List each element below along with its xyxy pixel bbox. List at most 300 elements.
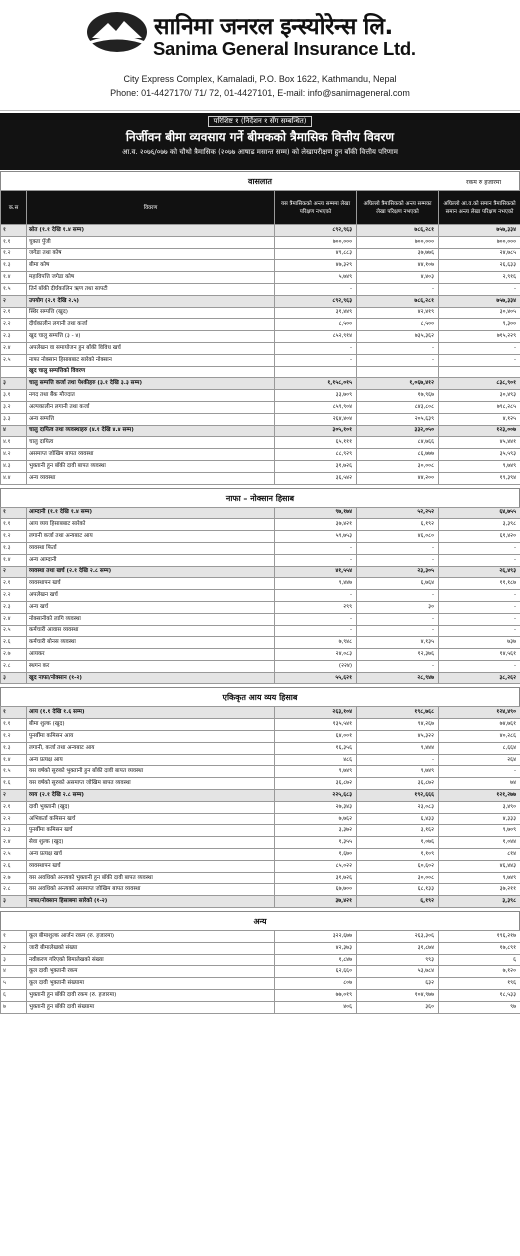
row-label: अभिकर्ता कमिसन खर्च [27, 813, 275, 825]
value-previous-quarter: ६०,६०२ [357, 860, 439, 872]
row-number: ५ [1, 978, 27, 990]
row-number: २.२ [1, 813, 27, 825]
row-number: २.४ [1, 837, 27, 849]
balance-sheet-heading [0, 171, 520, 190]
row-label: अन्य सम्पत्ति [27, 413, 275, 425]
report-subtitle: आ.व. २०७६/०७७ को चौथो त्रैमासिक (२०७७ आषाढ मसान्त सम्म) को लेखापरीक्षण हुन बाँकी वित्तीय परिणाम [122, 148, 398, 156]
value-current-quarter: १,१५८,०१५ [275, 378, 357, 390]
value-last-year-quarter: ७१५,२२९ [439, 331, 520, 343]
row-number: २.६ [1, 860, 27, 872]
table-row [1, 896, 520, 908]
value-last-year-quarter: ९,३०० [439, 319, 520, 331]
row-number: २.८ [1, 884, 27, 896]
value-previous-quarter: १२,३७६ [357, 649, 439, 661]
value-current-quarter: १,६७० [275, 849, 357, 861]
row-number: १.३ [1, 542, 27, 554]
row-number: १.४ [1, 272, 27, 284]
value-current-quarter: ३०५,१०१ [275, 425, 357, 437]
row-label: स्थगन कर [27, 660, 275, 672]
row-number: ४ [1, 966, 27, 978]
value-previous-quarter: ९४,२६७ [357, 719, 439, 731]
value-previous-quarter: ४४,२०० [357, 472, 439, 484]
row-label: आय व्यय हिसाबबाट सारेको [27, 519, 275, 531]
value-last-year-quarter: ७४,७६१ [439, 719, 520, 731]
table-row [1, 731, 520, 743]
value-current-quarter: ७,९४८ [275, 637, 357, 649]
value-previous-quarter: - [357, 625, 439, 637]
row-label: नवीकरण गरिएको बिमालेखको संख्या [27, 954, 275, 966]
value-last-year-quarter: २४,७८५ [439, 248, 520, 260]
col-current-quarter: यस त्रैमासिकको अन्त्य सम्ममा लेखा परिक्षण नभएको [275, 191, 357, 225]
row-number: १ [1, 225, 27, 237]
value-last-year-quarter: १९६ [439, 978, 520, 990]
value-previous-quarter: ६८,१३३ [357, 884, 439, 896]
value-current-quarter: ८५,०२२ [275, 860, 357, 872]
value-current-quarter: ४०६ [275, 1001, 357, 1013]
row-number: २.१ [1, 801, 27, 813]
other-heading [0, 911, 520, 930]
row-number [1, 366, 27, 378]
company-name-english: Sanima General Insurance Ltd. [153, 38, 416, 59]
value-current-quarter: २६४,४०४ [275, 413, 357, 425]
value-last-year-quarter: २६,६३३ [439, 260, 520, 272]
value-previous-quarter: ४,४०३ [357, 272, 439, 284]
row-number: ३ [1, 378, 27, 390]
row-number: ४.३ [1, 460, 27, 472]
table-row [1, 790, 520, 802]
row-label: नगद तथा बैंक मौज्दात [27, 390, 275, 402]
value-previous-quarter: ७००,००० [357, 236, 439, 248]
row-label: बीमा कोष [27, 260, 275, 272]
profit-loss-table [0, 507, 520, 685]
value-last-year-quarter: - [439, 601, 520, 613]
value-last-year-quarter: ८,६६४ [439, 742, 520, 754]
table-row [1, 437, 520, 449]
row-label: भुक्तानी हुन बाँकी दावी संख्यामा [27, 1001, 275, 1013]
value-last-year-quarter: ९७ [439, 1001, 520, 1013]
value-current-quarter: ७००,००० [275, 236, 357, 248]
row-label: यस वर्षको सुरुको भुक्तानी हुन बाँकी दावी बापत व्यवस्था [27, 766, 275, 778]
row-number: १.३ [1, 742, 27, 754]
value-last-year-quarter: ७,१२० [439, 966, 520, 978]
value-previous-quarter: - [357, 613, 439, 625]
value-previous-quarter: २८,९४७ [357, 672, 439, 684]
value-last-year-quarter: १२३,००७ [439, 425, 520, 437]
row-label: नोक्सानीको लागि व्यवस्था [27, 613, 275, 625]
row-number: १.१ [1, 236, 27, 248]
row-number: १.५ [1, 283, 27, 295]
value-last-year-quarter: १८,५३३ [439, 990, 520, 1002]
row-label: पुनर्बीमा कमिसन आय [27, 731, 275, 743]
row-label: नाफा/नोक्सान हिसाबमा सारेको (१-२) [27, 896, 275, 908]
value-last-year-quarter: ७४ [439, 778, 520, 790]
table-row [1, 884, 520, 896]
row-label: पुनर्बीमा कमिसन खर्च [27, 825, 275, 837]
value-last-year-quarter: ३,४९० [439, 801, 520, 813]
value-previous-quarter: - [357, 342, 439, 354]
row-number: २.४ [1, 342, 27, 354]
row-number: ३ [1, 954, 27, 966]
row-number: १ [1, 931, 27, 943]
value-last-year-quarter: २६,४९३ [439, 566, 520, 578]
value-last-year-quarter: ४०,२८६ [439, 731, 520, 743]
value-previous-quarter: ८,५०० [357, 319, 439, 331]
table-row [1, 754, 520, 766]
value-last-year-quarter: १४,५६१ [439, 649, 520, 661]
table-row [1, 295, 520, 307]
row-number: २ [1, 790, 27, 802]
value-current-quarter: २४,०८३ [275, 649, 357, 661]
row-number: २.६ [1, 637, 27, 649]
row-number: १.५ [1, 766, 27, 778]
value-last-year-quarter: ६ [439, 954, 520, 966]
value-previous-quarter: ६,४३३ [357, 813, 439, 825]
value-current-quarter: - [275, 542, 357, 554]
table-row [1, 954, 520, 966]
row-label: व्यवस्था तथा खर्च (२.१ देखि २.८ सम्म) [27, 566, 275, 578]
table-row [1, 660, 520, 672]
col-serial: क.स [1, 191, 27, 225]
row-number: २.१ [1, 307, 27, 319]
row-label: भुक्तानी हुन बाँकी दावी बापत व्यवस्था [27, 460, 275, 472]
title-band [0, 113, 520, 170]
table-row [1, 801, 520, 813]
value-previous-quarter: २०५,६३९ [357, 413, 439, 425]
value-current-quarter: - [275, 283, 357, 295]
table-row [1, 283, 520, 295]
value-previous-quarter: ५२,२५२ [357, 507, 439, 519]
row-number: ६ [1, 990, 27, 1002]
table-row [1, 460, 520, 472]
value-current-quarter: ६५,१११ [275, 437, 357, 449]
table-row [1, 319, 520, 331]
value-previous-quarter [357, 366, 439, 378]
row-label: अन्य प्रत्यक्ष खर्च [27, 849, 275, 861]
table-row [1, 849, 520, 861]
value-last-year-quarter: - [439, 660, 520, 672]
table-row [1, 260, 520, 272]
income-expense-table [0, 706, 520, 908]
row-label: यस वर्षको सुरुको असमाप्त जोखिम बापत व्यवस्था [27, 778, 275, 790]
annex-label: परिशिष्ट १ (निर्देशन १ सँग सम्बन्धित) [208, 116, 313, 127]
value-previous-quarter: ४२,४१९ [357, 307, 439, 319]
row-number: २.३ [1, 331, 27, 343]
row-number: १.२ [1, 248, 27, 260]
table-row [1, 225, 520, 237]
table-row [1, 719, 520, 731]
value-previous-quarter: १,०७६ [357, 837, 439, 849]
value-previous-quarter: ९९३ [357, 954, 439, 966]
row-number: २.७ [1, 649, 27, 661]
value-last-year-quarter: ११,१८७ [439, 578, 520, 590]
row-number: २ [1, 566, 27, 578]
table-row [1, 519, 520, 531]
table-row [1, 1001, 520, 1013]
value-current-quarter: - [275, 554, 357, 566]
value-previous-quarter: - [357, 542, 439, 554]
row-label: भुक्तानी हुन बाँकी दावी रकम (रु. हजारमा) [27, 990, 275, 1002]
table-row [1, 307, 520, 319]
table-row [1, 413, 520, 425]
value-last-year-quarter: ७३७ [439, 637, 520, 649]
value-current-quarter: ४१,५५४ [275, 566, 357, 578]
row-label: चालु दायित्व तथा व्यवस्थाहरु (४.१ देखि ४.४ सम्म) [27, 425, 275, 437]
row-label: बीमा शुल्क (खुद) [27, 719, 275, 731]
balance-sheet-title: वासलात [248, 177, 272, 186]
value-last-year-quarter [439, 366, 520, 378]
value-last-year-quarter: - [439, 542, 520, 554]
table-row [1, 978, 520, 990]
table-row [1, 449, 520, 461]
row-label: खुद नाफा/नोक्सान (१-२) [27, 672, 275, 684]
value-last-year-quarter: ६१,४२० [439, 531, 520, 543]
row-label: चुक्ता पुँजी [27, 236, 275, 248]
value-previous-quarter: - [357, 660, 439, 672]
row-label: लगानी कर्जा तथा अन्यबाट आय [27, 531, 275, 543]
value-last-year-quarter: - [439, 354, 520, 366]
row-number: १ [1, 707, 27, 719]
col-description: विवरण [27, 191, 275, 225]
row-label: यस अवधिको अन्त्यको असमाप्त जोखिम बापत व्यवस्था [27, 884, 275, 896]
value-last-year-quarter: ८१४ [439, 849, 520, 861]
table-row [1, 601, 520, 613]
value-last-year-quarter: ४५,४४१ [439, 437, 520, 449]
value-last-year-quarter: ९,७०९ [439, 825, 520, 837]
row-label: स्रोत (१.१ देखि १.४ सम्म) [27, 225, 275, 237]
value-last-year-quarter: ३७,२११ [439, 884, 520, 896]
value-previous-quarter: ४,१३५ [357, 637, 439, 649]
value-last-year-quarter: ३०,४९३ [439, 390, 520, 402]
table-row [1, 531, 520, 543]
value-last-year-quarter: ७५७,३३४ [439, 225, 520, 237]
row-label: असमाप्त जोखिम बापत व्यवस्था [27, 449, 275, 461]
row-number: १.१ [1, 719, 27, 731]
table-row [1, 578, 520, 590]
value-last-year-quarter: १७,८९१ [439, 942, 520, 954]
value-previous-quarter: ४४,१०७ [357, 260, 439, 272]
value-previous-quarter: ३०,००८ [357, 872, 439, 884]
value-current-quarter: २९९ [275, 601, 357, 613]
row-label: तिर्न बाँकी दीर्घकालिन ऋण तथा सापटी [27, 283, 275, 295]
value-current-quarter: ८,५०० [275, 319, 357, 331]
table-row [1, 813, 520, 825]
amount-unit: रकम रु हजारमा [466, 179, 501, 186]
table-row [1, 425, 520, 437]
row-label: उपयोग (२.१ देखि २.५) [27, 295, 275, 307]
row-number: १.४ [1, 554, 27, 566]
table-row [1, 507, 520, 519]
value-previous-quarter: ३० [357, 601, 439, 613]
value-previous-quarter: ६,१९२ [357, 896, 439, 908]
value-last-year-quarter: ९,७४९ [439, 872, 520, 884]
value-previous-quarter: - [357, 590, 439, 602]
row-number: २.५ [1, 849, 27, 861]
value-last-year-quarter: २६४ [439, 754, 520, 766]
value-last-year-quarter: १९,३९४ [439, 472, 520, 484]
value-current-quarter: ३७,४२१ [275, 519, 357, 531]
row-number: २ [1, 295, 27, 307]
value-last-year-quarter: - [439, 554, 520, 566]
table-row [1, 542, 520, 554]
row-number: २.८ [1, 660, 27, 672]
row-number: ४ [1, 425, 27, 437]
row-label: अन्य व्यवस्था [27, 472, 275, 484]
value-current-quarter: ४८६ [275, 754, 357, 766]
value-previous-quarter: ९,४४४ [357, 742, 439, 754]
row-number: १.१ [1, 519, 27, 531]
row-label: लगानी, कर्जा तथा अन्यबाट आय [27, 742, 275, 754]
row-label: आयकर [27, 649, 275, 661]
table-row [1, 860, 520, 872]
value-current-quarter: १,३५५ [275, 837, 357, 849]
company-contact: Phone: 01-4427170/ 71/ 72, 01-4427101, E-mail: info@sanimageneral.com [110, 88, 410, 98]
value-previous-quarter: ५३,७८४ [357, 966, 439, 978]
row-label: चालु सम्पत्ति कर्जा तथा पेश्कीहरु (३.१ देखि ३.३ सम्म) [27, 378, 275, 390]
value-last-year-quarter: ३०,४०५ [439, 307, 520, 319]
value-last-year-quarter: - [439, 283, 520, 295]
value-previous-quarter: ३६,८७२ [357, 778, 439, 790]
value-previous-quarter: ३३२,०५० [357, 425, 439, 437]
value-current-quarter: ३६,५४२ [275, 472, 357, 484]
value-current-quarter: ८५२,९१४ [275, 331, 357, 343]
value-current-quarter: ३३,७०९ [275, 390, 357, 402]
table-row [1, 649, 520, 661]
value-last-year-quarter: ४६,४४३ [439, 860, 520, 872]
value-current-quarter: - [275, 342, 357, 354]
value-current-quarter: ३,३७२ [275, 825, 357, 837]
row-number: २.२ [1, 319, 27, 331]
row-label: आम्दानी (१.१ देखि १.४ सम्म) [27, 507, 275, 519]
value-current-quarter: ४९,८८३ [275, 248, 357, 260]
value-current-quarter: ८८,९२९ [275, 449, 357, 461]
value-current-quarter: ९,४४७ [275, 578, 357, 590]
row-number: १.६ [1, 778, 27, 790]
row-number: ३ [1, 672, 27, 684]
table-row [1, 766, 520, 778]
value-last-year-quarter: ३,३९८ [439, 519, 520, 531]
row-label: व्यवस्थापन खर्च [27, 578, 275, 590]
value-previous-quarter: ९,७४९ [357, 766, 439, 778]
row-label: नाफा नोक्सान हिसाबबाट सारेको नोक्सान [27, 354, 275, 366]
table-row [1, 778, 520, 790]
value-last-year-quarter: १,०४४ [439, 837, 520, 849]
value-current-quarter: १,८४७ [275, 954, 357, 966]
table-row [1, 566, 520, 578]
value-last-year-quarter: - [439, 766, 520, 778]
value-current-quarter: २२५,६८३ [275, 790, 357, 802]
row-label: अन्य प्रत्यक्ष आय [27, 754, 275, 766]
value-current-quarter: ४७,३२९ [275, 260, 357, 272]
row-label: अल्पकालीन लगानी तथा कर्जा [27, 401, 275, 413]
value-current-quarter: ८०७ [275, 978, 357, 990]
value-last-year-quarter: ९,७४९ [439, 460, 520, 472]
row-number: १ [1, 507, 27, 519]
value-current-quarter: (२२४) [275, 660, 357, 672]
row-label: व्यवस्था फिर्ता [27, 542, 275, 554]
value-previous-quarter: ३१,८७४ [357, 942, 439, 954]
value-previous-quarter: ७८६,२८१ [357, 225, 439, 237]
table-row [1, 931, 520, 943]
value-last-year-quarter: १९६,२१७ [439, 931, 520, 943]
value-current-quarter: ५,७४९ [275, 272, 357, 284]
value-last-year-quarter: ३८,२६२ [439, 672, 520, 684]
row-label: महाविपत्ति जगेडा कोष [27, 272, 275, 284]
value-current-quarter: ३७,४२१ [275, 896, 357, 908]
value-last-year-quarter: - [439, 613, 520, 625]
value-previous-quarter: ६,७६४ [357, 578, 439, 590]
value-previous-quarter: - [357, 354, 439, 366]
row-label: कूल दावी भुक्तानी संख्यामा [27, 978, 275, 990]
row-number: १.४ [1, 754, 27, 766]
table-row [1, 942, 520, 954]
company-logo-icon [86, 11, 148, 53]
value-current-quarter: - [275, 590, 357, 602]
value-previous-quarter: ८६,७७७ [357, 449, 439, 461]
table-row [1, 837, 520, 849]
value-previous-quarter: ७८६,२८१ [357, 295, 439, 307]
table-row [1, 742, 520, 754]
value-last-year-quarter: ८३८,९०१ [439, 378, 520, 390]
value-current-quarter: ६७,७०० [275, 884, 357, 896]
table-row [1, 236, 520, 248]
value-previous-quarter: ३६० [357, 1001, 439, 1013]
value-last-year-quarter: ७९८,२८५ [439, 401, 520, 413]
value-last-year-quarter: - [439, 342, 520, 354]
row-label: अन्य खर्च [27, 601, 275, 613]
company-address: City Express Complex, Kamaladi, P.O. Box 1622, Kathmandu, Nepal [123, 74, 397, 84]
value-last-year-quarter: - [439, 590, 520, 602]
table-row [1, 342, 520, 354]
row-number: १.२ [1, 731, 27, 743]
value-previous-quarter: ४६,०८० [357, 531, 439, 543]
row-label: व्यवस्थापन खर्च [27, 860, 275, 872]
value-previous-quarter: - [357, 283, 439, 295]
value-last-year-quarter: ४,१२५ [439, 413, 520, 425]
row-number: ७ [1, 1001, 27, 1013]
row-label: कूल दावी भुक्तानी रकम [27, 966, 275, 978]
row-label: जारी बीमालेखको संख्या [27, 942, 275, 954]
profit-loss-title: नाफा – नोक्सान हिसाब [225, 493, 295, 503]
value-current-quarter: ८९२,९६३ [275, 225, 357, 237]
value-previous-quarter: - [357, 754, 439, 766]
value-last-year-quarter: २,९१६ [439, 272, 520, 284]
value-previous-quarter: ७३५,३६२ [357, 331, 439, 343]
row-label: खुद चालु सम्पत्ति (३ - ४) [27, 331, 275, 343]
value-previous-quarter: १,०६७,४१२ [357, 378, 439, 390]
value-current-quarter: - [275, 613, 357, 625]
value-current-quarter: - [275, 625, 357, 637]
value-current-quarter: ६२,६६० [275, 966, 357, 978]
value-previous-quarter: ६,१९२ [357, 519, 439, 531]
table-row [1, 248, 520, 260]
table-row [1, 637, 520, 649]
row-label: अन्य आम्दानी [27, 554, 275, 566]
value-current-quarter [275, 366, 357, 378]
row-label: सेवा शुल्क (खुद) [27, 837, 275, 849]
row-label: अपलेखन खर्च [27, 590, 275, 602]
table-row [1, 872, 520, 884]
value-current-quarter: ४२,३७३ [275, 942, 357, 954]
row-label: आय (१.१ देखि १.६ सम्म) [27, 707, 275, 719]
row-label: दावी भुक्तानी (खुद) [27, 801, 275, 813]
other-title: अन्य [253, 917, 267, 927]
balance-sheet-table [0, 190, 520, 485]
report-title: निर्जीवन बीमा व्यवसाय गर्ने बीमकको त्रैमासिक वित्तीय विवरण [125, 130, 395, 144]
row-number: २.४ [1, 613, 27, 625]
value-previous-quarter: ३०,००८ [357, 460, 439, 472]
value-last-year-quarter: १२४,४९० [439, 707, 520, 719]
value-previous-quarter: ८४,७६६ [357, 437, 439, 449]
